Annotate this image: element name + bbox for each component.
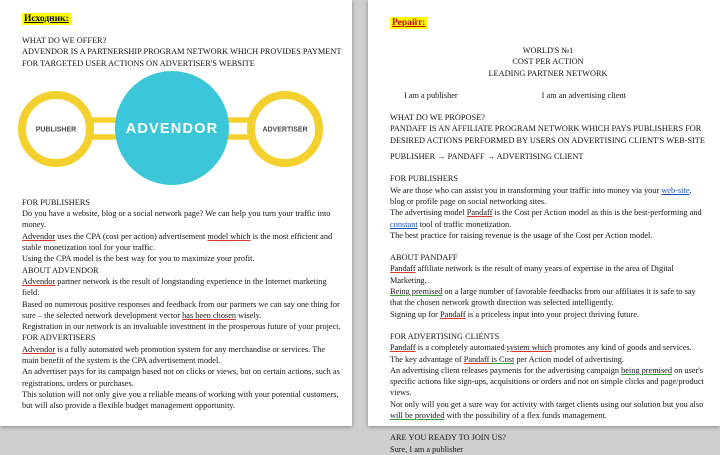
text-run: Registration in our network is an invaluable investment in the prosperous future of your project. bbox=[22, 322, 341, 332]
hyperlink-text: constant bbox=[390, 219, 418, 229]
text-run: WHAT DO WE OFFER? bbox=[22, 36, 107, 45]
paragraph bbox=[390, 263, 706, 286]
proofing-marked-text: Pandaff bbox=[466, 208, 493, 218]
title-line-worlds-no1 bbox=[390, 45, 706, 56]
text-run: promotes any kind of goods and services. The key advantage of bbox=[390, 343, 692, 364]
text-run: partner network is the result of longstanding experience in the Internet marketing field. bbox=[22, 276, 327, 298]
paragraph bbox=[22, 344, 343, 367]
text-run: PUBLISHER → PANDAFF → ADVERTISING CLIENT bbox=[390, 152, 584, 162]
text-run: , blog or profile page on social networking sites. bbox=[390, 185, 692, 206]
paragraph bbox=[22, 389, 343, 412]
proofing-marked-text: Advendor bbox=[22, 231, 56, 241]
advendor-circle-label: ADVENDOR bbox=[125, 120, 219, 137]
paragraph bbox=[22, 276, 343, 299]
proofing-marked-text: has been chosen bbox=[182, 310, 237, 320]
text-run: The best practice for raising revenue is the usage of the Cost per Action model. bbox=[390, 230, 653, 240]
paragraph bbox=[390, 309, 706, 320]
paragraph bbox=[390, 230, 706, 241]
text-run: affiliate network is the result of many years of expertise in the area of Digital Marketing. bbox=[390, 264, 674, 285]
text-run: COST PER ACTION bbox=[512, 57, 584, 67]
text-run: This solution will not only give you a reliable means of working with your potential customers, but will also provide a flexible budget management opportunity. bbox=[22, 389, 339, 411]
proofing-marked-text: model which bbox=[207, 231, 251, 241]
paragraph bbox=[22, 321, 343, 332]
paragraph bbox=[390, 185, 706, 208]
proofing-marked-text: will be provided bbox=[390, 411, 445, 421]
text-run: ADVENDOR IS A PARTNERSHIP PROGRAM NETWORK WHICH PROVIDES PAYMENT FOR TARGETED USER ACTIONS ON ADVERTISER'S WEBSITE bbox=[22, 47, 342, 68]
text-run: is the most efficient and stable monetization tool for your traffic. bbox=[22, 231, 333, 253]
paragraph bbox=[22, 253, 343, 264]
text-run: An advertiser pays for its campaign based not on clicks or views, but on certain actions, such as registrations, orders or purchases. bbox=[22, 367, 340, 388]
text-run: with the possibility of a flex funds management. bbox=[444, 411, 607, 421]
paragraph bbox=[22, 231, 343, 254]
scheme-line bbox=[390, 151, 706, 162]
choice-advertising-client: I am an advertising client bbox=[541, 90, 626, 100]
proofing-marked-text: system which bbox=[506, 343, 553, 353]
paragraph bbox=[390, 123, 706, 146]
source-label: Исходник: bbox=[24, 14, 69, 24]
text-run: per Action model of advertising. bbox=[514, 354, 624, 364]
text-run: Do you have a website, blog or a social network page? We can help you turn your traffic into money. bbox=[22, 209, 331, 230]
audience-choice-row bbox=[390, 90, 706, 101]
text-run: uses the CPA (cost per action) advertisement bbox=[55, 231, 208, 241]
text-run: FOR ADVERTISERS bbox=[22, 333, 96, 343]
publisher-circle-label: PUBLISHER bbox=[35, 126, 77, 134]
text-run: Not only will you get a sure way for activity with target clients using our solution but you also bbox=[390, 399, 704, 409]
cpa-network-diagram bbox=[14, 71, 350, 195]
text-run: Sure, I am a publisher bbox=[390, 444, 464, 454]
title-line-cost-per-action bbox=[390, 56, 706, 67]
text-run: The advertising model bbox=[390, 208, 467, 218]
text-run: wisely. bbox=[236, 310, 262, 320]
text-run: LEADING PARTNER NETWORK bbox=[488, 68, 608, 78]
text-run: We are those who can assist you in transforming your traffic into money via your bbox=[390, 185, 662, 195]
proofing-marked-text: Pandaff bbox=[463, 354, 490, 364]
heading-for-advertising-clients bbox=[390, 331, 706, 342]
proofing-marked-text: Pandaff bbox=[440, 309, 466, 319]
paragraph bbox=[390, 365, 706, 399]
hyperlink-text: web-site bbox=[661, 185, 690, 195]
source-body-blocks bbox=[22, 197, 343, 412]
text-run: PANDAFF IS AN AFFILIATE PROGRAM NETWORK WHICH PAYS PUBLISHERS FOR DESIRED ACTIONS PERFORMED BY USERS ON ADVERTISING CLIENT'S WEB-SITE bbox=[390, 124, 705, 145]
text-run: ABOUT PANDAFF bbox=[390, 253, 458, 263]
text-run: FOR PUBLISHERS bbox=[390, 174, 459, 184]
rewrite-body-blocks bbox=[390, 45, 706, 455]
title-line-leading-partner-network bbox=[390, 68, 706, 79]
proofing-marked-text: is Cost bbox=[489, 354, 515, 364]
heading-about-pandaff bbox=[390, 252, 706, 263]
paragraph bbox=[390, 399, 706, 422]
advertiser-circle-label: ADVERTISER bbox=[262, 126, 308, 134]
text-run: is a priceless input into your project thriving future. bbox=[465, 309, 639, 319]
text-run: is the Cost per Action model as this is the best-performing and bbox=[492, 208, 702, 218]
source-intro-blocks bbox=[22, 35, 343, 69]
paragraph bbox=[22, 208, 343, 231]
text-run: Based on numerous positive responses and feedback from our partners we can say one thing for sure – the selected network development vector bbox=[22, 299, 340, 320]
text-run: FOR ADVERTISING CLIENTS bbox=[390, 331, 500, 341]
proofing-marked-text: being premised bbox=[621, 365, 673, 375]
heading-for-advertisers bbox=[22, 332, 343, 343]
join-publisher-line bbox=[390, 444, 706, 455]
heading-for-publishers bbox=[22, 197, 343, 208]
heading-about-advendor bbox=[22, 265, 343, 276]
text-run: FOR PUBLISHERS bbox=[22, 197, 91, 207]
paragraph bbox=[22, 366, 343, 389]
paragraph bbox=[390, 342, 706, 365]
text-run: Using the CPA model is the best way for you to maximize your profit. bbox=[22, 254, 255, 264]
choice-publisher: I am a publisher bbox=[404, 90, 458, 100]
rewrite-label: Рерайт: bbox=[392, 18, 426, 28]
text-run: WORLD'S №1 bbox=[522, 46, 574, 55]
text-run: is a completely automated bbox=[415, 343, 507, 353]
proofing-marked-text: Pandaff bbox=[390, 343, 416, 353]
text-run: ABOUT ADVENDOR bbox=[22, 265, 99, 275]
proofing-marked-text: Advendor bbox=[22, 344, 56, 354]
text-run: An advertising client releases payments for the advertising campaign bbox=[390, 365, 622, 375]
text-run: WHAT DO WE PROPOSE? bbox=[390, 113, 485, 123]
text-run: Signing up for bbox=[390, 309, 441, 319]
paragraph bbox=[390, 286, 706, 309]
paragraph bbox=[22, 299, 343, 322]
heading-are-you-ready-to-join-us bbox=[390, 432, 706, 443]
rewrite-document-page[interactable] bbox=[368, 0, 720, 454]
proofing-marked-text: Being premised bbox=[390, 287, 443, 297]
heading-for-publishers bbox=[390, 173, 706, 184]
text-run: on user's specific actions like sign-ups, acquisitions or orders and not on simple clicks and page/product views. bbox=[390, 365, 704, 398]
proofing-marked-text: Pandaff bbox=[390, 264, 416, 274]
text-run: ARE YOU READY TO JOIN US? bbox=[390, 433, 506, 443]
heading-what-do-we-propose bbox=[390, 112, 706, 123]
text-run: on a large number of favorable feedbacks from our affiliates it is safe to say that the chosen network growth direction was selected intelligently. bbox=[390, 287, 696, 308]
paragraph bbox=[390, 207, 706, 230]
paragraph bbox=[22, 46, 343, 69]
text-run: is a fully automated web promotion system for any merchandise or services. The main benefit of the system is the CPA advertisement model. bbox=[22, 344, 326, 366]
source-document-page[interactable] bbox=[0, 0, 352, 426]
proofing-marked-text: Advendor bbox=[22, 276, 56, 286]
text-run: tool of traffic monetization. bbox=[417, 219, 512, 229]
heading-what-do-we-offer bbox=[22, 35, 343, 46]
